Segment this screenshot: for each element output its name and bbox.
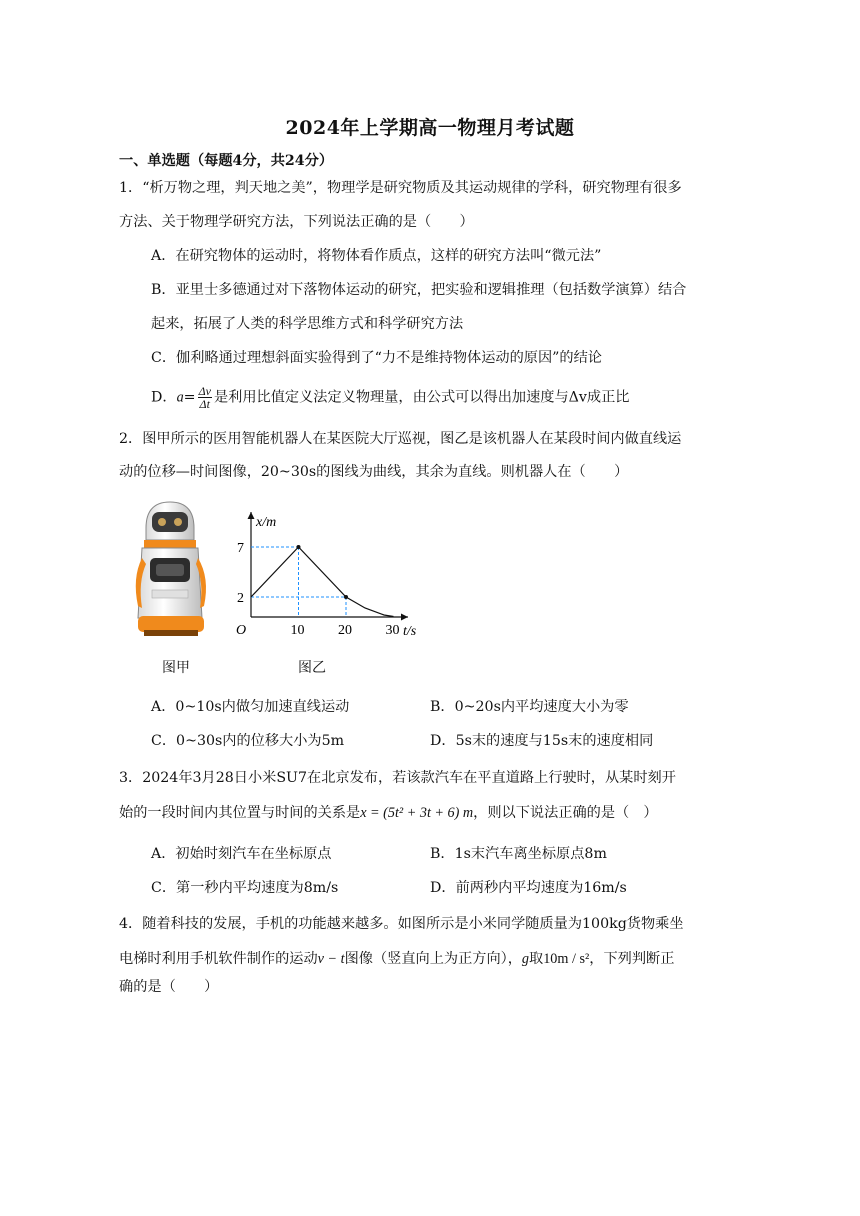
- tick-labels: [237, 541, 400, 638]
- q1-stem-line2: 方法、关于物理学研究方法，下列说法正确的是（ ）: [119, 214, 474, 230]
- q4-stem-line3: 确的是（ ）: [119, 979, 219, 995]
- q4-g-value: 10m / s²: [543, 951, 590, 967]
- q4-g-symbol: g: [521, 951, 529, 967]
- position-time-graph: [228, 504, 428, 646]
- x-tick-label: 30: [385, 623, 400, 638]
- q1-option-c: C．伽利略通过理想斜面实验得到了“力不是维持物体运动的原因”的结论: [151, 350, 602, 366]
- q4-stem-line1: 4．随着科技的发展，手机的功能越来越多。如图所示是小米同学随质量为100kg货物乘坐: [119, 916, 684, 932]
- series-line: [251, 547, 394, 617]
- q4-vt: v − t: [317, 951, 345, 967]
- y-tick-label: 7: [237, 541, 244, 556]
- q3-stem-prefix: 始的一段时间内其位置与时间的关系是: [119, 805, 361, 821]
- q3-formula: x = (5t² + 3t + 6) m: [360, 805, 474, 821]
- origin-label: O: [236, 623, 247, 638]
- q2-option-b: B．0~20s内平均速度大小为零: [430, 699, 629, 715]
- data-point-1: [297, 545, 301, 549]
- q1-d-symbol-a: a: [176, 389, 184, 406]
- q4-stem-mid: 图像（竖直向上为正方向），: [344, 951, 522, 967]
- q1-d-prefix: D．: [151, 389, 177, 406]
- q1-d-equals: =: [183, 389, 196, 406]
- q2-option-a: A．0~10s内做匀加速直线运动: [151, 699, 350, 715]
- q3-option-a: A．初始时刻汽车在坐标原点: [151, 846, 332, 862]
- q2-stem-line2: 动的位移—时间图像，20~30s的图线为曲线，其余为直线。则机器人在（ ）: [119, 464, 629, 480]
- robot-illustration: [130, 498, 212, 644]
- q2-option-c: C．0~30s内的位移大小为5m: [151, 733, 345, 749]
- page-title: 2024年上学期高一物理月考试题: [285, 117, 575, 139]
- figure-caption-b: 图乙: [298, 660, 326, 676]
- q1-d-denominator: Δt: [199, 397, 210, 411]
- x-tick-label: 20: [338, 623, 352, 638]
- y-axis-label: x/m: [256, 515, 277, 530]
- q2-stem-line1: 2．图甲所示的医用智能机器人在某医院大厅巡视，图乙是该机器人在某段时间内做直线运: [119, 431, 682, 447]
- q4-g-take: 取: [529, 951, 544, 967]
- q4-stem-prefix: 电梯时利用手机软件制作的运动: [119, 951, 318, 967]
- y-tick-label: 2: [237, 591, 244, 606]
- q1-option-d: [151, 385, 629, 410]
- q3-stem-line2: [119, 802, 658, 824]
- q3-option-b: B．1s末汽车离坐标原点8m: [430, 846, 607, 862]
- q1-stem-line1: 1．“析万物之理，判天地之美”，物理学是研究物质及其运动规律的学科，研究物理有很多: [119, 180, 682, 196]
- x-tick-label: 10: [290, 623, 305, 638]
- q3-stem-line1: 3．2024年3月28日小米SU7在北京发布，若该款汽车在平直道路上行驶时，从某时刻开: [119, 770, 676, 786]
- q1-option-b-line2: 起来，拓展了人类的科学思维方式和科学研究方法: [151, 316, 464, 332]
- q3-option-c: C．第一秒内平均速度为8m/s: [151, 880, 339, 896]
- x-axis-label: t/s: [403, 624, 417, 639]
- q3-option-d: D．前两秒内平均速度为16m/s: [430, 880, 627, 896]
- q1-d-numerator: Δv: [198, 384, 211, 398]
- figure-caption-a: 图甲: [162, 660, 190, 676]
- q1-d-fraction: [198, 385, 212, 410]
- q3-stem-suffix: ，则以下说法正确的是（ ）: [473, 805, 658, 821]
- section-heading: 一、单选题（每题4分，共24分）: [119, 153, 334, 169]
- data-point-2: [344, 595, 348, 599]
- q1-option-a: A．在研究物体的运动时，将物体看作质点，这样的研究方法叫“微元法”: [151, 248, 602, 264]
- q4-stem-suffix: ，下列判断正: [589, 951, 675, 967]
- q4-stem-line2: [119, 948, 674, 970]
- q2-option-d: D．5s末的速度与15s末的速度相同: [430, 733, 654, 749]
- q1-d-rest: 是利用比值定义法定义物理量，由公式可以得出加速度与Δv成正比: [213, 389, 630, 406]
- q1-option-b-line1: B．亚里士多德通过对下落物体运动的研究，把实验和逻辑推理（包括数学演算）结合: [151, 282, 687, 298]
